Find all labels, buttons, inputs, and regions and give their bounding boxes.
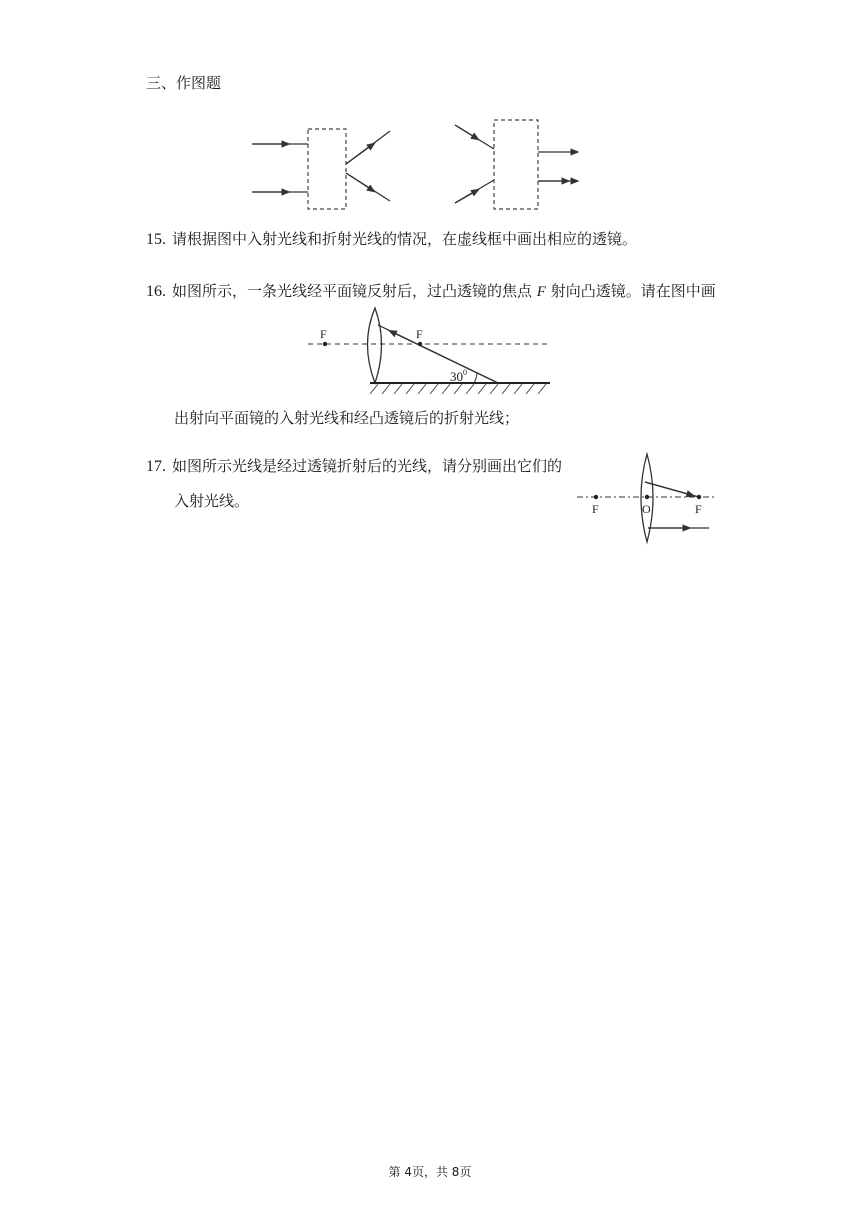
section-title: 三、作图题 bbox=[146, 74, 222, 92]
page-footer: 第 4页，共 8页 bbox=[388, 1165, 472, 1179]
question-text-a: 如图所示，一条光线经平面镜反射后，过凸透镜的焦点 bbox=[172, 282, 533, 300]
q16-angle-label bbox=[450, 368, 467, 384]
question-number: 15. bbox=[146, 231, 166, 248]
question-number: 16. bbox=[146, 283, 166, 300]
q16-figure bbox=[300, 300, 560, 400]
angle-value: 30 bbox=[450, 369, 463, 384]
q16-focus-left-label: F bbox=[320, 327, 327, 341]
q16-focus-right-label: F bbox=[416, 327, 423, 341]
question-text-b: 射向凸透镜。请在图中画 bbox=[550, 282, 716, 300]
question-text-line2: 入射光线。 bbox=[174, 492, 250, 510]
q15-left-box bbox=[252, 129, 390, 209]
q17-figure bbox=[575, 450, 725, 545]
question-15 bbox=[146, 228, 637, 251]
question-text-line1: 如图所示光线是经过透镜折射后的光线，请分别画出它们的 bbox=[172, 457, 563, 475]
question-text-c: 出射向平面镜的入射光线和经凸透镜后的折射光线； bbox=[174, 409, 520, 427]
q15-figure bbox=[250, 115, 580, 215]
angle-unit: 0 bbox=[463, 368, 467, 377]
question-17-line2 bbox=[174, 490, 249, 512]
question-16-line2 bbox=[174, 407, 519, 429]
question-text: 请根据图中入射光线和折射光线的情况，在虚线框中画出相应的透镜。 bbox=[172, 230, 638, 248]
question-17-line1 bbox=[146, 455, 562, 478]
q15-right-box bbox=[455, 120, 575, 209]
q17-center-label: O bbox=[642, 502, 651, 516]
q17-focus-right-label: F bbox=[695, 502, 702, 516]
focus-symbol: F bbox=[536, 284, 546, 300]
question-number: 17. bbox=[146, 458, 166, 475]
q17-focus-left-label: F bbox=[592, 502, 599, 516]
